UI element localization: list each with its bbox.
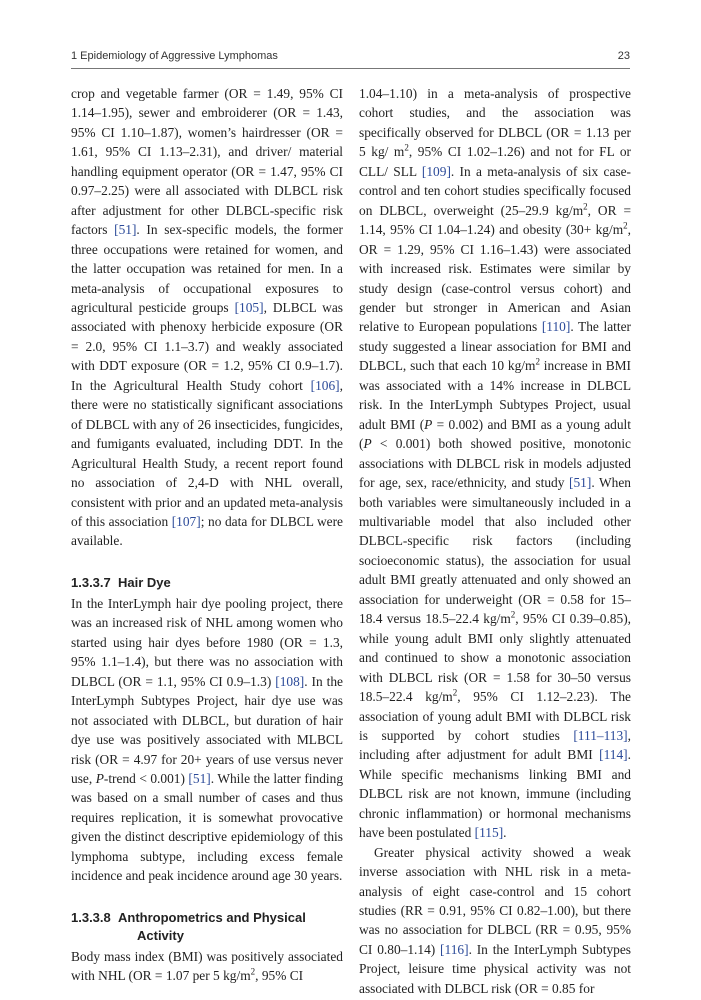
section-heading-anthropometrics	[71, 909, 343, 945]
text-run: -trend < 0.001)	[103, 770, 189, 786]
superscript: 2	[510, 609, 516, 620]
italic-p: P	[95, 770, 104, 786]
text-run: .	[503, 825, 507, 841]
text-run: . In a meta-analysis of six case-control and ten cohort studies specifically focused on DLBCL, overweight (25–29.9 kg/m	[359, 163, 632, 218]
paragraph-occupations	[71, 84, 343, 551]
text-run: . When both variables were simultaneously included in a multivariable model that also included other DLBCL-specific risk factors (including socioeconomic status), the association for usual adult BMI greatly attenuated and only showed an association for underweight (OR = 0.58 for 15–18.4 versus 18.5–22.4 kg/m	[359, 475, 631, 627]
text-run: Body mass index (BMI) was positively associated with NHL (OR = 1.07 per 5 kg/m	[71, 948, 343, 984]
superscript: 2	[404, 142, 409, 153]
text-run: . In the InterLymph Subtypes Project, hair dye use was not associated with DLBCL, but duration of hair dye use was positively associated with MLBCL risk (OR = 4.97 for 20+ years of use versus never use,	[71, 673, 343, 786]
italic-p: P	[424, 416, 433, 432]
text-run: In the InterLymph hair dye pooling project, there was an increased risk of NHL among women who started using hair dyes before 1980 (OR = 1.3, 95% 1.1–1.4), but there was no association with DLBCL (OR = 1.1, 95% CI 0.9–1.3)	[71, 595, 343, 689]
citation-link[interactable]: [108]	[275, 673, 305, 689]
text-run: , OR = 1.14, 95% CI 1.04–1.24) and obesity (30+ kg/m	[359, 202, 631, 238]
text-run: crop and vegetable farmer (OR = 1.49, 95% CI 1.14–1.95), sewer and embroiderer (OR = 1.43, 95% CI 1.10–1.87), women’s hairdresser (OR = 1.61, 95% CI 1.13–2.31), and driver/ material handling equipment operator (OR = 1.47, 95% CI 0.97–2.25) were all associated with DLBCL risk after adjustment for other DLBCL-specific risk factors	[71, 86, 343, 238]
spacer	[71, 551, 343, 574]
citation-link[interactable]: [105]	[234, 299, 264, 315]
text-run: . The latter study suggested a linear association for BMI and DLBCL, such that each 10 kg/m	[359, 319, 631, 374]
text-run: = 0.002) and BMI as a young adult (	[359, 416, 631, 452]
text-run: , there were no statistically significant associations of DLBCL with any of 26 insecticides, fungicides, and fumigants evaluated, including DDT. In the Agricultural Health Study, a recent report found no association of 2,4-D with NHL overall, consistent with prior and an updated meta-analysis of this association	[71, 377, 343, 529]
text-run: . In the InterLymph Subtypes Project, leisure time physical activity was not associated with DLBCL risk (OR = 0.85 for	[359, 941, 632, 996]
superscript: 2	[623, 220, 628, 231]
text-run: increase in BMI was associated with a 14% increase in DLBCL risk. In the InterLymph Subtypes Project, usual adult BMI (	[359, 358, 632, 432]
citation-link[interactable]: [51]	[569, 475, 592, 491]
chapter-title: 1 Epidemiology of Aggressive Lymphomas	[71, 50, 278, 62]
citation-link[interactable]: [109]	[421, 163, 451, 179]
text-run: , 95% CI	[255, 968, 304, 984]
page-number: 23	[617, 50, 630, 62]
text-run: , including after adjustment for adult BMI	[359, 727, 631, 763]
paragraph-hair-dye	[71, 594, 343, 886]
section-title-continued: Activity	[137, 927, 184, 943]
text-run: . In sex-specific models, the former three occupations were retained for women, and the latter occupation was retained for men. In a meta-analysis of occupational exposures to agricultural pesticide groups	[71, 222, 344, 315]
section-title: Hair Dye	[118, 574, 171, 590]
paragraph-bmi-continued	[359, 84, 631, 843]
text-run: ; no data for DLBCL were available.	[71, 513, 343, 549]
text-run: . While specific mechanisms linking BMI and DLBCL risk are not known, immune (including chronic inflammation) or hormonal mechanisms have been postulated	[359, 747, 631, 841]
paragraph-physical-activity	[359, 843, 631, 999]
running-head	[71, 50, 630, 66]
text-run: , DLBCL was associated with phenoxy herbicide exposure (OR = 2.0, 95% CI 1.1–3.7) and weakly associated with DDT exposure (OR = 1.2, 95% CI 0.9–1.7). In the Agricultural Health Study cohort	[71, 299, 344, 393]
left-column	[71, 84, 343, 986]
citation-link[interactable]: [115]	[474, 825, 504, 841]
text-run: < 0.001) both showed positive, monotonic associations with DLBCL risk in models adjusted for age, sex, race/ethnicity, and study	[359, 436, 631, 491]
section-number: 1.3.3.8	[71, 909, 111, 925]
spacer	[71, 886, 343, 909]
section-title: Anthropometrics and Physical	[118, 909, 306, 925]
citation-link[interactable]: [106]	[310, 377, 340, 393]
text-run: . While the latter finding was based on a small number of cases and thus requires replication, it is somewhat provocative given the distinct descriptive epidemiology of this lymphoma subtype, including excess female incidence and peak incidence around age 30 years.	[71, 770, 344, 884]
citation-link[interactable]: [51]	[114, 222, 137, 238]
superscript: 2	[535, 356, 540, 367]
superscript: 2	[583, 201, 588, 212]
section-heading-hair-dye	[71, 574, 343, 592]
text-run: Greater physical activity showed a weak inverse association with NHL risk in a meta-analysis of eight case-control and 15 cohort studies (RR = 0.91, 95% CI 0.82–1.00), but there was no association for DLBCL (RR = 0.95, 95% CI 0.80–1.14)	[359, 844, 631, 957]
text-run: , 95% CI 1.02–1.26) and not for FL or CLL/ SLL	[359, 144, 632, 179]
text-run: 1.04–1.10) in a meta-analysis of prospective cohort studies, and the association was specifically observed for DLBCL (OR = 1.13 per 5 kg/ m	[359, 86, 631, 160]
text-run: , 95% CI 0.39–0.85), while young adult BMI only slightly attenuated and continued to show a monotonic association with DLBCL risk (OR = 1.58 for 30–50 versus 18.5–22.4 kg/m	[359, 611, 632, 705]
header-rule	[71, 68, 630, 69]
text-run: , 95% CI 1.12–2.23). The association of young adult BMI with DLBCL risk is supported by cohort studies	[359, 689, 632, 743]
citation-link[interactable]: [110]	[541, 319, 571, 335]
citation-link[interactable]: [116]	[440, 941, 469, 957]
superscript: 2	[452, 687, 458, 698]
superscript: 2	[250, 966, 256, 977]
right-column	[359, 84, 631, 998]
citation-link[interactable]: [114]	[599, 747, 628, 763]
text-run: , OR = 1.29, 95% CI 1.16–1.43) were associated with increased risk. Estimates were similar by study design (case-control versus cohort) and gender but stronger in American and Asian relative to European populations	[359, 222, 631, 335]
citation-link[interactable]: [107]	[171, 513, 201, 529]
italic-p: P	[363, 436, 372, 452]
paragraph-bmi-start	[71, 947, 343, 986]
section-number: 1.3.3.7	[71, 574, 111, 590]
citation-link[interactable]: [111–113]	[573, 727, 628, 743]
citation-link[interactable]: [51]	[188, 770, 211, 786]
